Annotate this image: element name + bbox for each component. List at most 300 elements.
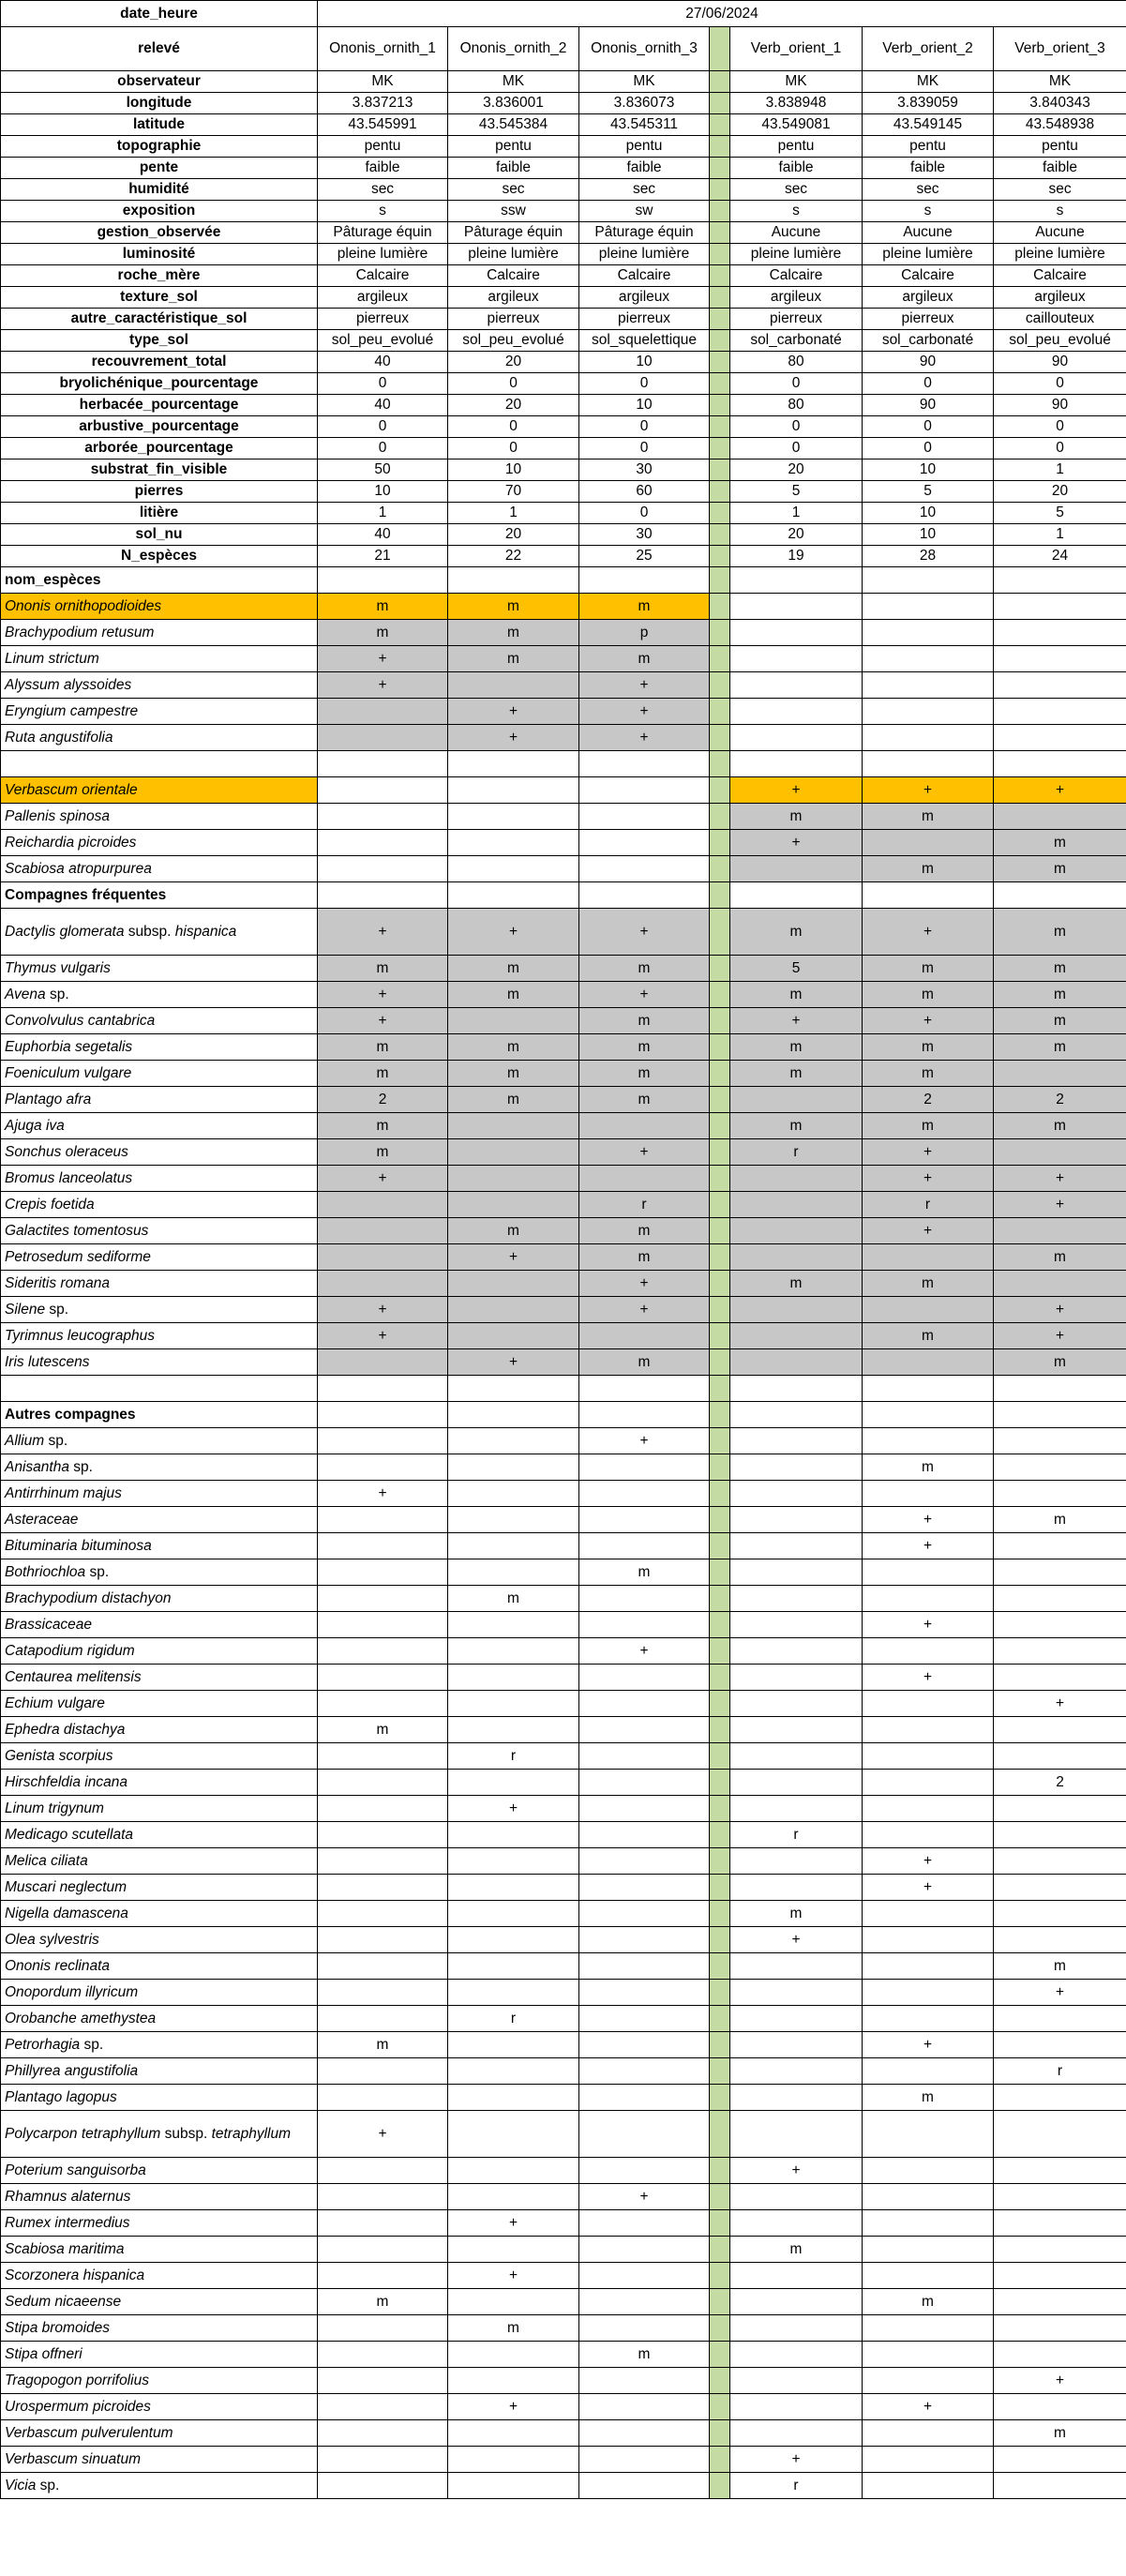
abundance-cell: m: [318, 956, 448, 982]
param-row: [1, 481, 1126, 503]
species-name-cell: [1, 1218, 318, 1244]
abundance-cell: [448, 2342, 579, 2368]
column-separator: [710, 1139, 730, 1166]
abundance-cell: +: [994, 1980, 1126, 2006]
species-name: Anisantha: [5, 1458, 69, 1475]
abundance-cell: [448, 1507, 579, 1533]
abundance-cell: +: [318, 1166, 448, 1192]
abundance-cell: [730, 1638, 863, 1665]
abundance-cell: [318, 2158, 448, 2184]
species-row: [1, 1008, 1126, 1034]
param-value: faible: [994, 158, 1126, 179]
species-row: [1, 1927, 1126, 1953]
param-label: substrat_fin_visible: [1, 459, 318, 481]
abundance-cell: [994, 2085, 1126, 2111]
abundance-cell: [863, 1927, 994, 1953]
param-value: pleine lumière: [730, 244, 863, 265]
species-name-cell: [1, 1481, 318, 1507]
abundance-cell: +: [994, 1297, 1126, 1323]
species-row: [1, 1271, 1126, 1297]
param-value: 19: [730, 546, 863, 567]
species-name-cell: [1, 2085, 318, 2111]
abundance-cell: [863, 725, 994, 751]
abundance-cell: m: [863, 1034, 994, 1061]
abundance-cell: [994, 2111, 1126, 2158]
abundance-cell: m: [863, 1271, 994, 1297]
site-header: Verb_orient_3: [994, 27, 1126, 71]
param-value: MK: [994, 71, 1126, 93]
param-label: sol_nu: [1, 524, 318, 546]
column-separator: [710, 2032, 730, 2058]
abundance-cell: m: [448, 1218, 579, 1244]
abundance-cell: [863, 646, 994, 672]
abundance-cell: [318, 856, 448, 882]
column-separator: [710, 1848, 730, 1875]
column-separator: [710, 136, 730, 158]
species-qualifier: sp.: [85, 1563, 110, 1580]
abundance-cell: [730, 1192, 863, 1218]
param-value: 3.840343: [994, 93, 1126, 114]
empty-cell: [994, 751, 1126, 777]
param-value: pierreux: [318, 309, 448, 330]
species-name-cell: [1, 856, 318, 882]
abundance-cell: [579, 2058, 710, 2085]
abundance-cell: [579, 1481, 710, 1507]
table-body: [1, 1, 1126, 2499]
abundance-cell: [730, 1454, 863, 1481]
column-separator: [710, 804, 730, 830]
abundance-cell: [318, 2058, 448, 2085]
param-value: s: [318, 201, 448, 222]
abundance-cell: m: [994, 2420, 1126, 2447]
species-row: [1, 2111, 1126, 2158]
species-name: Ononis ornithopodioides: [5, 597, 162, 614]
abundance-cell: +: [863, 1533, 994, 1559]
species-name: Alyssum alyssoides: [5, 676, 132, 693]
abundance-cell: [994, 2342, 1126, 2368]
abundance-cell: [448, 1980, 579, 2006]
abundance-cell: m: [579, 1244, 710, 1271]
param-row: [1, 352, 1126, 373]
species-name-cell: [1, 1875, 318, 1901]
abundance-cell: [863, 1691, 994, 1717]
abundance-cell: [448, 2085, 579, 2111]
abundance-cell: [994, 1454, 1126, 1481]
species-row: [1, 1980, 1126, 2006]
param-value: 0: [579, 416, 710, 438]
param-value: 10: [863, 503, 994, 524]
empty-cell: [994, 1376, 1126, 1402]
abundance-cell: [318, 1927, 448, 1953]
species-name-cell: [1, 956, 318, 982]
abundance-cell: [994, 1586, 1126, 1612]
param-value: Pâturage équin: [448, 222, 579, 244]
abundance-cell: +: [863, 1507, 994, 1533]
param-value: pleine lumière: [318, 244, 448, 265]
column-separator: [710, 1743, 730, 1770]
abundance-cell: [448, 1323, 579, 1349]
abundance-cell: m: [448, 620, 579, 646]
abundance-cell: [579, 2368, 710, 2394]
column-separator: [710, 1402, 730, 1428]
abundance-cell: [448, 830, 579, 856]
abundance-cell: [863, 1822, 994, 1848]
species-name-cell: [1, 1953, 318, 1980]
abundance-cell: [448, 1008, 579, 1034]
param-row: [1, 244, 1126, 265]
abundance-cell: +: [318, 1323, 448, 1349]
species-name-cell: [1, 2111, 318, 2158]
column-separator: [710, 1533, 730, 1559]
abundance-cell: [863, 2473, 994, 2499]
empty-cell: [579, 567, 710, 594]
abundance-cell: [863, 1559, 994, 1586]
abundance-cell: +: [579, 982, 710, 1008]
abundance-cell: +: [863, 1218, 994, 1244]
species-infraspecific: hispanica: [174, 923, 237, 940]
species-row: [1, 1507, 1126, 1533]
abundance-cell: [318, 1454, 448, 1481]
species-row: [1, 1481, 1126, 1507]
column-separator: [710, 672, 730, 699]
abundance-cell: [863, 1297, 994, 1323]
column-separator: [710, 1717, 730, 1743]
abundance-cell: [318, 777, 448, 804]
param-row: [1, 287, 1126, 309]
param-value: MK: [863, 71, 994, 93]
species-row: [1, 1428, 1126, 1454]
param-value: pentu: [994, 136, 1126, 158]
species-name-cell: [1, 2237, 318, 2263]
abundance-cell: [730, 1481, 863, 1507]
param-value: 20: [994, 481, 1126, 503]
param-value: sec: [994, 179, 1126, 201]
species-row: [1, 2394, 1126, 2420]
abundance-cell: +: [863, 1139, 994, 1166]
param-value: 1: [994, 459, 1126, 481]
abundance-cell: [318, 699, 448, 725]
abundance-cell: m: [318, 1061, 448, 1087]
species-qualifier: sp.: [44, 1432, 68, 1449]
abundance-cell: m: [448, 956, 579, 982]
abundance-cell: +: [863, 1612, 994, 1638]
abundance-cell: [994, 1218, 1126, 1244]
column-separator: [710, 1087, 730, 1113]
param-value: 20: [448, 395, 579, 416]
abundance-cell: +: [994, 777, 1126, 804]
param-value: pleine lumière: [994, 244, 1126, 265]
abundance-cell: +: [579, 1638, 710, 1665]
column-separator: [710, 265, 730, 287]
abundance-cell: r: [994, 2058, 1126, 2085]
column-separator: [710, 2447, 730, 2473]
column-separator: [710, 2420, 730, 2447]
species-name-cell: [1, 1349, 318, 1376]
blank-row: [1, 1376, 1126, 1402]
abundance-cell: [994, 2158, 1126, 2184]
abundance-cell: [730, 1087, 863, 1113]
species-name-cell: [1, 1691, 318, 1717]
column-separator: [710, 2210, 730, 2237]
species-name: Antirrhinum majus: [5, 1484, 122, 1501]
abundance-cell: [448, 2111, 579, 2158]
abundance-cell: [994, 1612, 1126, 1638]
species-name-cell: [1, 2158, 318, 2184]
param-value: 43.548938: [994, 114, 1126, 136]
column-separator: [710, 2473, 730, 2499]
param-row: [1, 395, 1126, 416]
abundance-cell: [730, 1980, 863, 2006]
species-name-cell: [1, 2032, 318, 2058]
param-row: [1, 93, 1126, 114]
param-value: pierreux: [730, 309, 863, 330]
abundance-cell: [579, 2158, 710, 2184]
abundance-cell: [730, 725, 863, 751]
param-value: 5: [863, 481, 994, 503]
abundance-cell: m: [730, 1113, 863, 1139]
abundance-cell: [863, 2111, 994, 2158]
abundance-cell: +: [994, 1691, 1126, 1717]
species-row: [1, 2473, 1126, 2499]
abundance-cell: m: [863, 804, 994, 830]
species-name: Poterium sanguisorba: [5, 2162, 146, 2178]
abundance-cell: +: [448, 725, 579, 751]
species-row: [1, 1743, 1126, 1770]
param-row: [1, 330, 1126, 352]
species-name: Rhamnus alaternus: [5, 2188, 131, 2205]
species-qualifier: sp.: [80, 2036, 104, 2053]
param-value: 3.836073: [579, 93, 710, 114]
abundance-cell: [318, 1875, 448, 1901]
param-value: 1: [448, 503, 579, 524]
abundance-cell: [579, 1323, 710, 1349]
param-value: 40: [318, 524, 448, 546]
abundance-cell: [730, 620, 863, 646]
abundance-cell: [448, 1901, 579, 1927]
abundance-cell: [579, 2447, 710, 2473]
abundance-cell: +: [318, 1481, 448, 1507]
species-name: Reichardia picroides: [5, 834, 137, 851]
abundance-cell: [318, 830, 448, 856]
param-value: MK: [730, 71, 863, 93]
column-separator: [710, 909, 730, 956]
abundance-cell: [730, 2289, 863, 2315]
species-row: [1, 2237, 1126, 2263]
param-value: faible: [448, 158, 579, 179]
abundance-cell: [730, 1848, 863, 1875]
abundance-cell: [730, 1166, 863, 1192]
abundance-cell: [863, 2420, 994, 2447]
species-name: Ajuga iva: [5, 1117, 65, 1134]
abundance-cell: [318, 2473, 448, 2499]
abundance-cell: [318, 2420, 448, 2447]
abundance-cell: [863, 1953, 994, 1980]
column-separator: [710, 71, 730, 93]
species-name: Asteraceae: [5, 1511, 79, 1528]
column-separator: [710, 751, 730, 777]
column-separator: [710, 956, 730, 982]
species-row: [1, 1297, 1126, 1323]
abundance-cell: [448, 2368, 579, 2394]
param-value: 21: [318, 546, 448, 567]
column-separator: [710, 725, 730, 751]
empty-cell: [318, 567, 448, 594]
abundance-cell: [579, 2085, 710, 2111]
column-separator: [710, 1822, 730, 1848]
abundance-cell: [318, 1349, 448, 1376]
species-row: [1, 1454, 1126, 1481]
param-label: texture_sol: [1, 287, 318, 309]
empty-cell: [994, 882, 1126, 909]
param-value: Calcaire: [994, 265, 1126, 287]
abundance-cell: [730, 646, 863, 672]
abundance-cell: [579, 1507, 710, 1533]
abundance-cell: [863, 2158, 994, 2184]
abundance-cell: [448, 2184, 579, 2210]
abundance-cell: [730, 672, 863, 699]
species-row: [1, 1349, 1126, 1376]
species-name-cell: [1, 1428, 318, 1454]
species-row: [1, 1796, 1126, 1822]
species-name: Convolvulus cantabrica: [5, 1012, 156, 1029]
abundance-cell: [579, 1691, 710, 1717]
species-row: [1, 1612, 1126, 1638]
abundance-cell: r: [730, 2473, 863, 2499]
abundance-cell: [448, 1638, 579, 1665]
abundance-cell: [730, 1875, 863, 1901]
empty-cell: [863, 1402, 994, 1428]
column-separator: [710, 1507, 730, 1533]
abundance-cell: +: [994, 1166, 1126, 1192]
abundance-cell: m: [579, 2342, 710, 2368]
abundance-cell: [448, 672, 579, 699]
abundance-cell: [579, 1612, 710, 1638]
species-name-cell: [1, 1113, 318, 1139]
param-value: 0: [730, 438, 863, 459]
species-name: Verbascum sinuatum: [5, 2450, 142, 2467]
param-value: 20: [730, 459, 863, 481]
species-qualifier: subsp.: [160, 2125, 212, 2142]
abundance-cell: [448, 1875, 579, 1901]
empty-cell: [318, 1402, 448, 1428]
abundance-cell: [318, 1271, 448, 1297]
param-value: s: [863, 201, 994, 222]
species-name: Bromus lanceolatus: [5, 1169, 133, 1186]
species-name-cell: [1, 725, 318, 751]
abundance-cell: [318, 1770, 448, 1796]
param-value: argileux: [730, 287, 863, 309]
empty-cell: [863, 1376, 994, 1402]
abundance-cell: +: [994, 2368, 1126, 2394]
column-separator: [710, 222, 730, 244]
abundance-cell: [730, 1743, 863, 1770]
abundance-cell: [730, 1244, 863, 1271]
species-row: [1, 2342, 1126, 2368]
abundance-cell: +: [863, 777, 994, 804]
species-name: Urospermum picroides: [5, 2398, 151, 2415]
abundance-cell: m: [318, 620, 448, 646]
abundance-cell: [863, 1244, 994, 1271]
abundance-cell: [994, 1665, 1126, 1691]
species-name-cell: [1, 620, 318, 646]
abundance-cell: p: [579, 620, 710, 646]
abundance-cell: [448, 1113, 579, 1139]
species-name-cell: [1, 2394, 318, 2420]
empty-cell: [579, 751, 710, 777]
column-separator: [710, 2184, 730, 2210]
abundance-cell: [863, 1901, 994, 1927]
species-name-cell: [1, 1061, 318, 1087]
abundance-cell: [448, 2158, 579, 2184]
column-separator: [710, 309, 730, 330]
abundance-cell: 2: [994, 1770, 1126, 1796]
column-separator: [710, 1927, 730, 1953]
species-name: Verbascum pulverulentum: [5, 2424, 173, 2441]
species-row: [1, 1875, 1126, 1901]
abundance-cell: [863, 1717, 994, 1743]
abundance-cell: +: [448, 1349, 579, 1376]
param-value: faible: [579, 158, 710, 179]
abundance-cell: [318, 1507, 448, 1533]
abundance-cell: [730, 2006, 863, 2032]
param-value: sec: [579, 179, 710, 201]
column-separator: [710, 1113, 730, 1139]
species-name: Muscari neglectum: [5, 1878, 128, 1895]
abundance-cell: [863, 2237, 994, 2263]
species-name: Avena: [5, 986, 46, 1002]
abundance-cell: m: [863, 1113, 994, 1139]
species-name-cell: [1, 2473, 318, 2499]
date-row: [1, 1, 1126, 27]
empty-cell: [1, 1376, 318, 1402]
param-value: 0: [318, 438, 448, 459]
abundance-cell: 5: [730, 956, 863, 982]
column-separator: [710, 1034, 730, 1061]
empty-cell: [730, 1376, 863, 1402]
column-separator: [710, 699, 730, 725]
abundance-cell: m: [579, 1218, 710, 1244]
abundance-cell: [994, 1822, 1126, 1848]
species-name: Linum strictum: [5, 650, 99, 667]
species-name-cell: [1, 2184, 318, 2210]
abundance-cell: m: [318, 1139, 448, 1166]
abundance-cell: m: [994, 830, 1126, 856]
species-name: Brachypodium retusum: [5, 624, 155, 640]
species-name-cell: [1, 2447, 318, 2473]
param-value: 3.837213: [318, 93, 448, 114]
species-row: [1, 909, 1126, 956]
param-value: 1: [994, 524, 1126, 546]
species-name: Ephedra distachya: [5, 1721, 126, 1738]
abundance-cell: [579, 777, 710, 804]
abundance-cell: [579, 1743, 710, 1770]
abundance-cell: [994, 2473, 1126, 2499]
param-row: [1, 459, 1126, 481]
param-value: 0: [994, 438, 1126, 459]
abundance-cell: [318, 1559, 448, 1586]
abundance-cell: [579, 1665, 710, 1691]
column-separator: [710, 1323, 730, 1349]
abundance-cell: [579, 1796, 710, 1822]
abundance-cell: [994, 1743, 1126, 1770]
site-header: Verb_orient_1: [730, 27, 863, 71]
species-row: [1, 856, 1126, 882]
species-row: [1, 1139, 1126, 1166]
species-row: [1, 2289, 1126, 2315]
abundance-cell: +: [318, 2111, 448, 2158]
abundance-cell: m: [579, 646, 710, 672]
abundance-cell: m: [579, 956, 710, 982]
